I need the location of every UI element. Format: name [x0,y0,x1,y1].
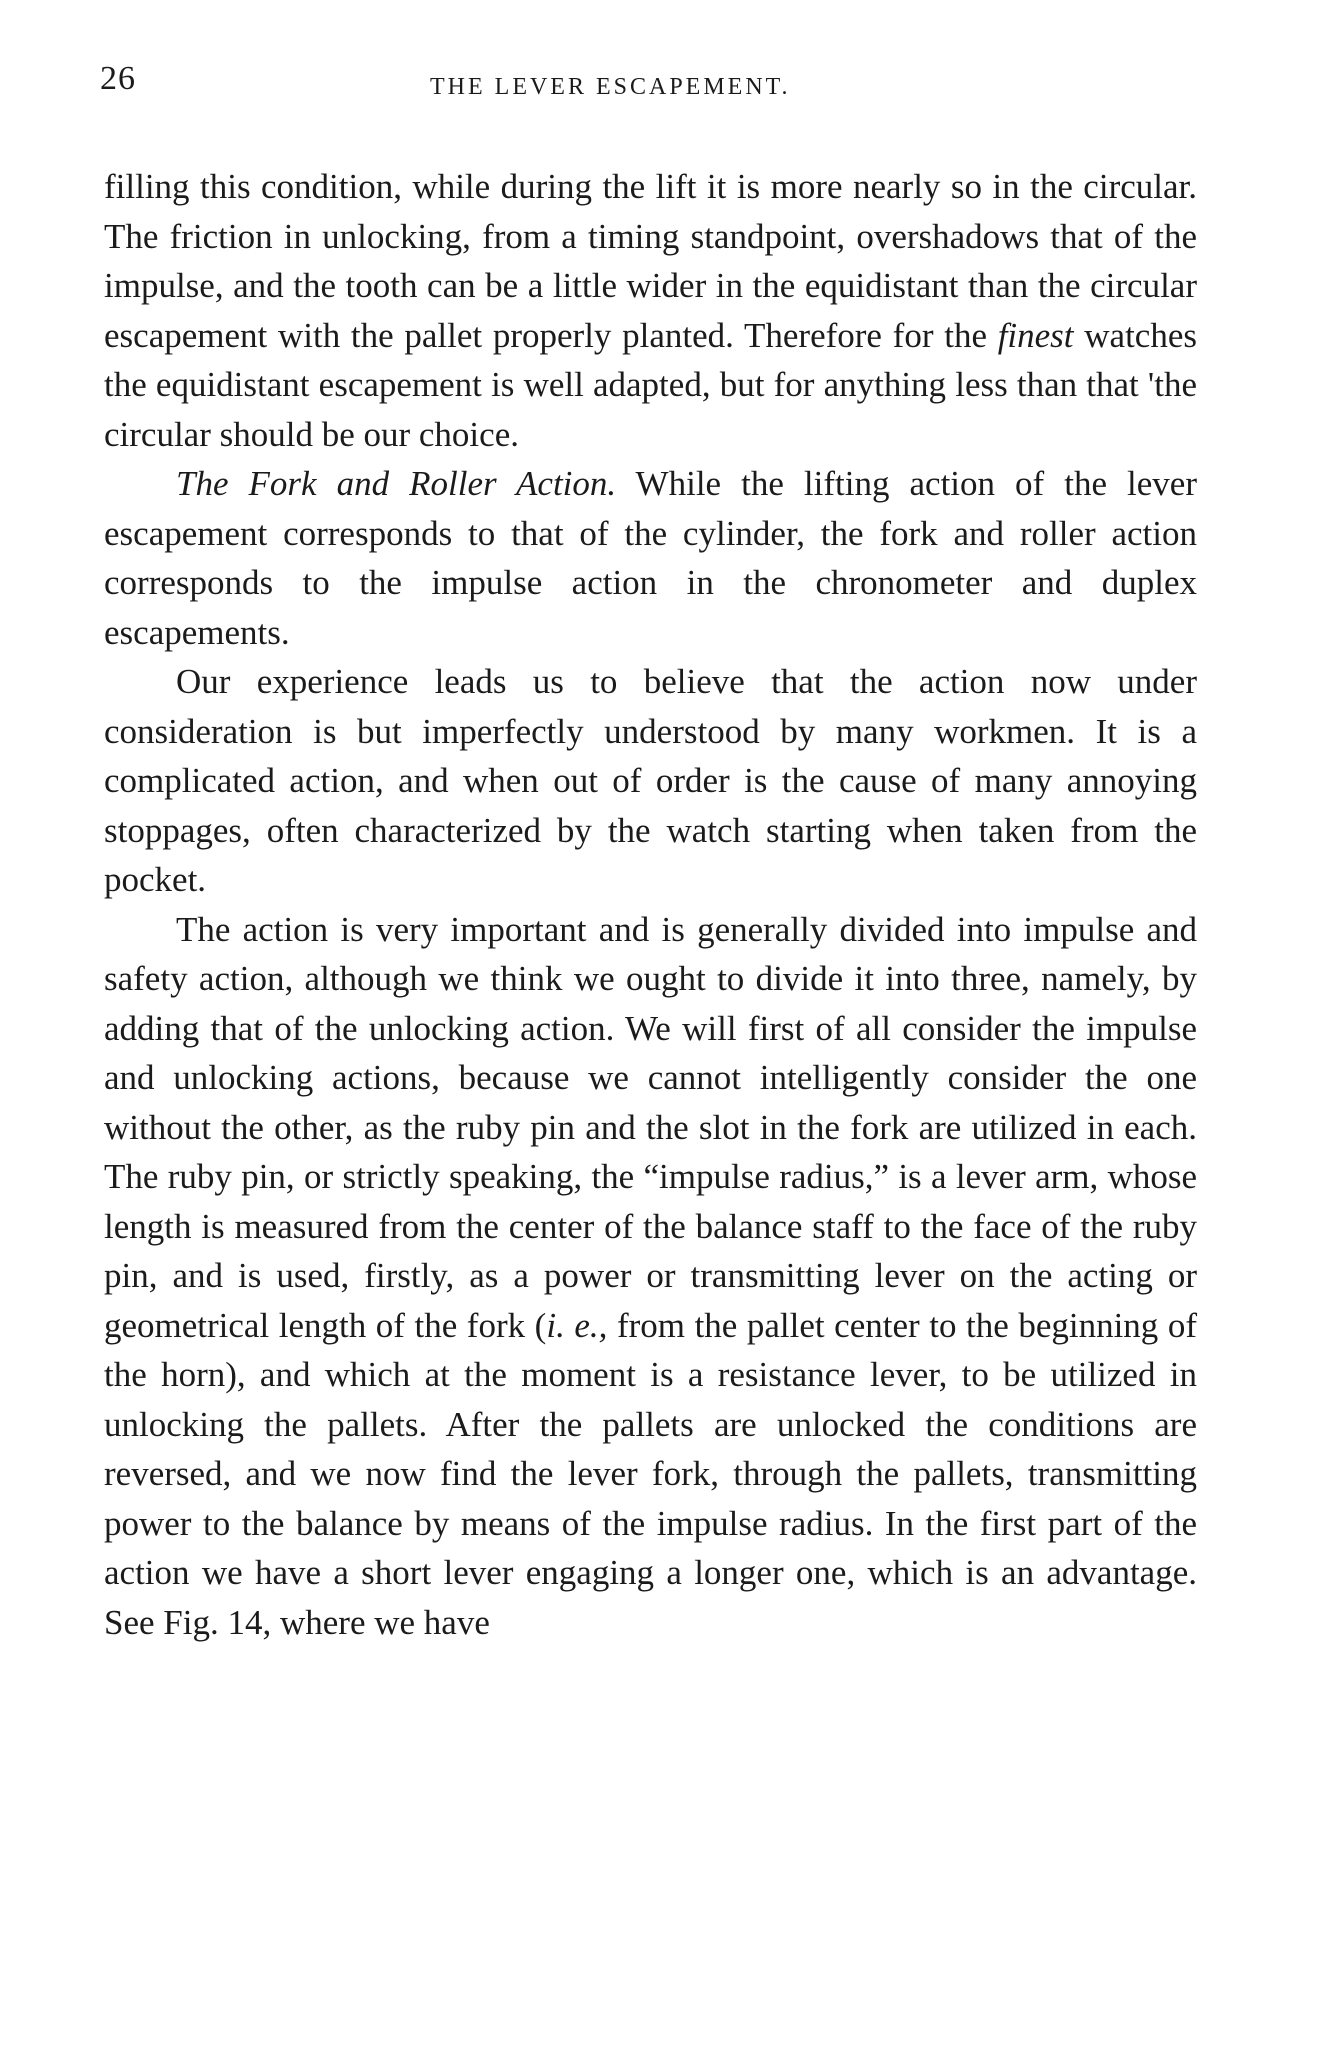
italic-emphasis: finest [997,315,1074,355]
page-number: 26 [100,60,136,97]
page-header [100,60,1195,120]
paragraph-text: The action is very important and is generally divided into impulse and safety action, although we think we ought to divide it into three, namely, by adding that of the unlocking action. We will first of all consider the impulse and unlocking actions, because we cannot intelligently consider the one without the other, as the ruby pin and the slot in the fork are utilized in each. The ruby pin, or strictly speaking, the “impulse radius,” is a lever arm, whose length is measured from the center of the balance staff to the face of the ruby pin, and is used, firstly, as a power or transmitting lever on the acting or geometrical length of the fork ( [104,909,1197,1345]
paragraph-experience [104,657,1197,905]
paragraph-text: filling this condition, while during the lift it is more nearly so in the circular. The friction in unlocking, from a timing standpoint, overshadows that of the impulse, and the tooth can be a little wider in the equidistant than the circular escapement with the pallet properly planted. Therefore for the [104,167,1197,355]
section-heading: The Fork and Roller Action. [176,464,617,503]
paragraph-text: watches the equidistant escapement is well adapted, but for anything less than that 'the circular should be our choice. [104,315,1197,454]
paragraph-action [104,905,1197,1648]
paragraph-fork-roller [104,459,1197,657]
paragraph-text: While the lifting action of the lever escapement corresponds to that of the cylinder, the fork and roller action corresponds to the impulse action in the chronometer and duplex escapements. [104,464,1198,652]
paragraph-continuation [104,162,1197,459]
italic-abbreviation: i. e., [546,1305,608,1345]
body-text [104,162,1197,1647]
running-head: THE LEVER ESCAPEMENT. [430,74,791,100]
paragraph-text: Our experience leads us to believe that the action now under consideration is but imperfectly understood by many workmen. It is a complicated action, and when out of order is the cause of many annoying stoppages, often characterized by the watch starting when taken from the pocket. [104,662,1197,899]
paragraph-text: from the pallet center to the beginning of the horn), and which at the moment is a resistance lever, to be utilized in unlocking the pallets. After the pallets are unlocked the conditions are reversed, and we now find the lever fork, through the pallets, transmitting power to the balance by means of the impulse radius. In the first part of the action we have a short lever engaging a longer one, which is an advantage. See Fig. 14, where we have [104,1305,1198,1642]
